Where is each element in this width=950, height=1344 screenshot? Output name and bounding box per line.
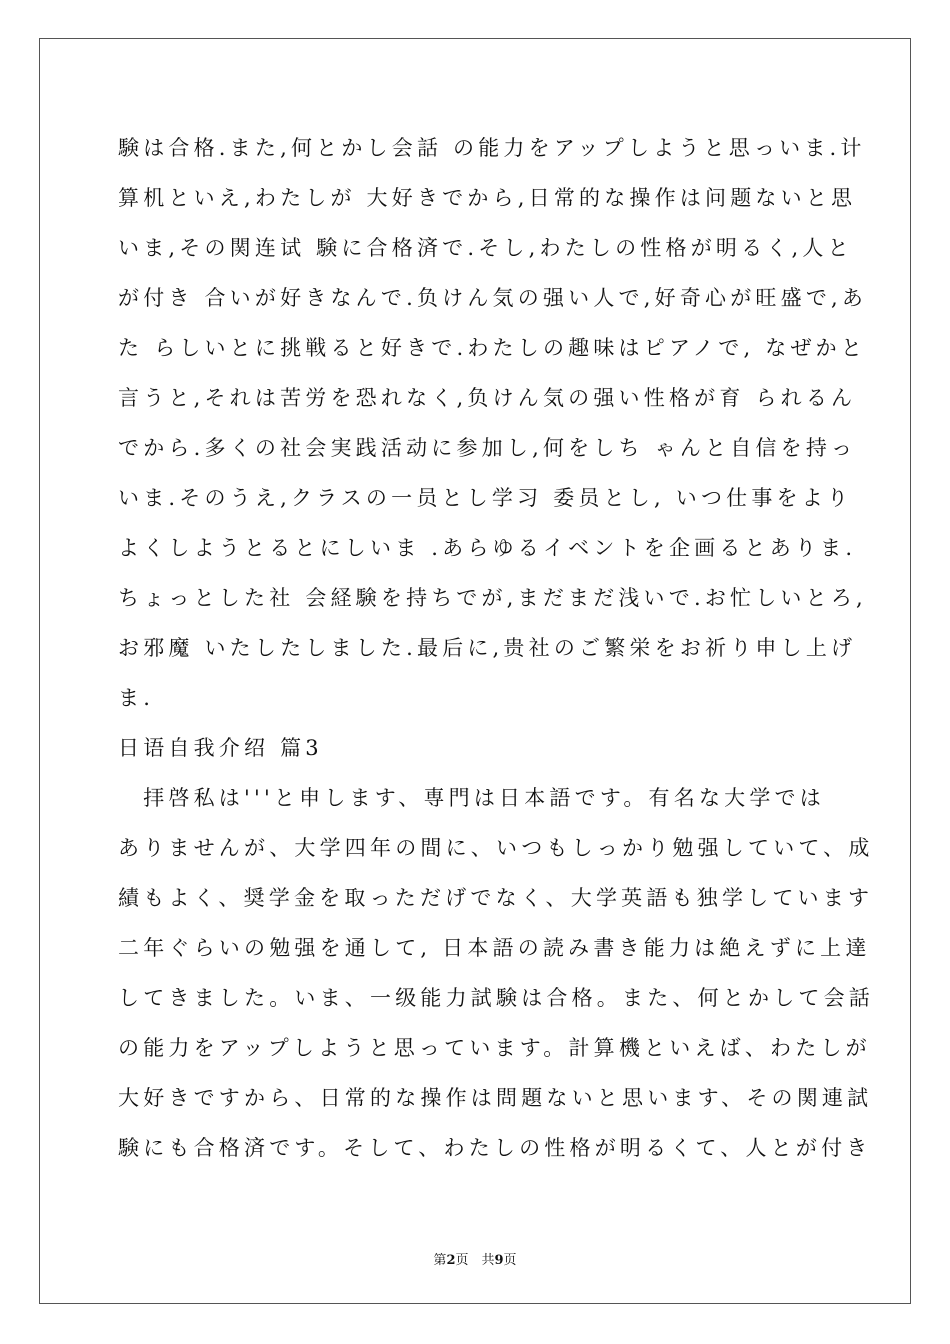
document-body	[118, 136, 874, 1186]
page-prefix: 第	[433, 1253, 447, 1268]
section-line: 績もよく、奨学金を取っただげでなく、大学英語も独学しています	[118, 886, 874, 910]
body-line: が付き 合いが好きなんで.负けん気の强い人で,好奇心が旺盛で,あ	[118, 286, 868, 310]
body-line: いま,その関连试 験に合格済で.そし,わたしの性格が明るく,人と	[118, 236, 853, 260]
page-footer	[0, 1249, 950, 1268]
section-line: の能力をアップしようと思っています。計算機といえば、わたしが	[118, 1036, 871, 1060]
page-suffix: 页	[503, 1253, 517, 1268]
page-total: 9	[494, 1253, 504, 1268]
body-line: ま.	[118, 686, 155, 710]
body-line: よくしようとるとにしいま .あらゆるイベントを企画るとありま.	[118, 536, 857, 560]
section-line: 大好きですから、日常的な操作は問題ないと思います、その関連試	[118, 1086, 873, 1110]
body-line: いま.そのうえ,クラスの一员とし学习 委员とし, いつ仕事をより	[118, 486, 853, 510]
section-line: 二年ぐらいの勉强を通して, 日本語の読み書き能力は絶えずに上達	[118, 936, 871, 960]
page-current: 2	[446, 1253, 456, 1268]
body-line: でから.多くの社会実践活动に参加し,何をしち ゃんと自信を持っ	[118, 436, 857, 460]
section-line: 験にも合格済です。そして、わたしの性格が明るくて、人とが付き	[118, 1136, 872, 1160]
section-line: 拝啓私は'''と申します、専門は日本語です。有名な大学では	[118, 786, 825, 810]
body-line: 言うと,それは苦労を恐れなく,负けん気の强い性格が育 られるん	[118, 386, 857, 410]
body-line: 算机といえ,わたしが 大好きでから,日常的な操作は问题ないと思	[118, 186, 857, 210]
section-line: ありませんが、大学四年の間に、いつもしっかり勉强していて、成	[118, 836, 874, 860]
body-line: 験は合格.また,何とかし会話 の能力をアップしようと思っいま.计	[118, 136, 866, 160]
body-line: お邪魔 いたしたしました.最后に,贵社のご繁栄をお祈り申し上げ	[118, 636, 857, 660]
section-line: してきました。いま、一级能力試験は合格。また、何とかして会話	[118, 986, 874, 1010]
section-heading: 日语自我介绍 篇3	[118, 736, 323, 760]
body-line: た らしいとに挑戦ると好きで.わたしの趣味はピアノで, なぜかと	[118, 336, 867, 360]
body-line: ちょっとした社 会経験を持ちでが,まだまだ浅いで.お忙しいとろ,	[118, 586, 867, 610]
page-mid: 页 共	[455, 1253, 495, 1268]
